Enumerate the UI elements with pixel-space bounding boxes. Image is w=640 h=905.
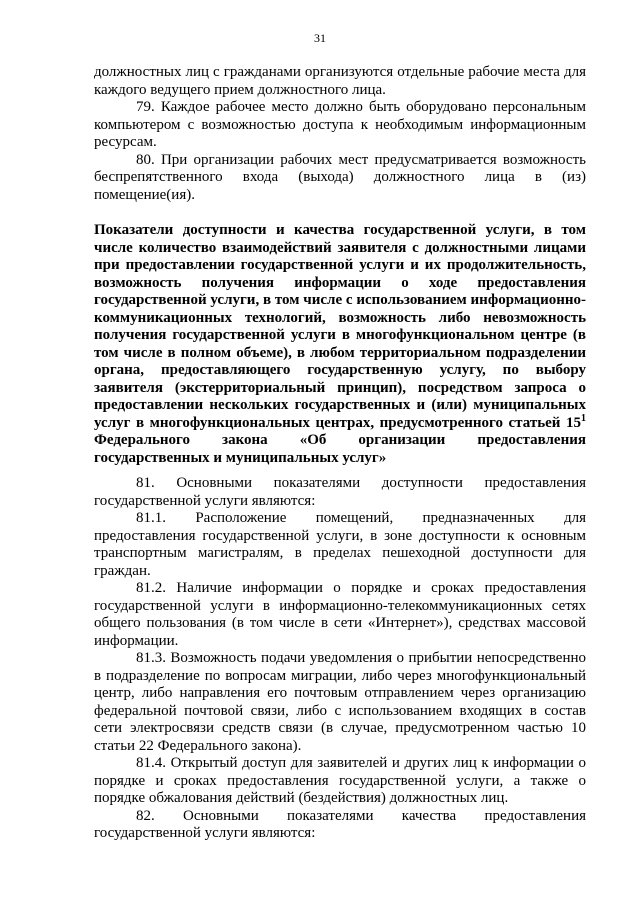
bottom-paragraphs [94,475,586,843]
paragraph-79: 79. Каждое рабочее место должно быть оборудовано персональным компьютером с возможностью доступа к необходимым информационным ресурсам. [94,99,586,150]
paragraph-81-3: 81.3. Возможность подачи уведомления о прибытии непосредственно в подразделение по вопросам миграции, либо через многофункциональный центр, либо направления его почтовым отправлением через организацию федеральной почтовой связи, либо с использованием входящих в состав сети электросвязи средств связи (в случае, предусмотренном частью 10 статьи 22 Федерального закона). [94,650,586,754]
heading-text-part1: Показатели доступности и качества государственной услуги, в том числе количество взаимодействий заявителя с должностными лицами при предоставлении государственной услуги и их продолжительность, возможность получения информации о ходе предоставления государственной услуги, в том числе с использованием информационно-коммуникационных технологий, возможность либо невозможность получения государственной услуги в многофункциональном центре (в том числе в полном объеме), в любом территориальном подразделении органа, предоставляющего государственную услугу, по выбору заявителя (экстерриториальный принцип), посредством запроса о предоставлении нескольких государственных и (или) муниципальных услуг в многофункциональных центрах, предусмотренного статьей 15 [94,222,586,431]
paragraph-continuation: должностных лиц с гражданами организуются отдельные рабочие места для каждого ведущего прием должностного лица. [94,64,586,98]
paragraph-80: 80. При организации рабочих мест предусматривается возможность беспрепятственного входа (выхода) должностного лица в (из) помещение(ия). [94,151,586,203]
heading-text-part2: Федерального закона «Об организации предоставления государственных и муниципальных услуг» [94,432,586,466]
paragraph-81-2: 81.2. Наличие информации о порядке и сроках предоставления государственной услуги в информационно-телекоммуникационных сетях общего пользования (в том числе в сети «Интернет»), средствах массовой информации. [94,580,586,649]
paragraph-81-4: 81.4. Открытый доступ для заявителей и других лиц к информации о порядке и сроках предоставления государственной услуги, а также о порядке обжалования действий (бездействия) должностных лиц. [94,755,586,806]
section-heading-text [94,222,586,467]
top-paragraphs [94,64,586,204]
paragraph-82: 82. Основными показателями качества предоставления государственной услуги являются: [94,807,586,841]
heading-superscript: 1 [581,412,586,424]
page-number: 31 [314,31,326,45]
section-heading [94,222,586,467]
paragraph-81: 81. Основными показателями доступности предоставления государственной услуги являются: [94,475,586,509]
paragraph-81-1: 81.1. Расположение помещений, предназначенных для предоставления государственной услуги, в зоне доступности к основным транспортным магистралям, в пределах пешеходной доступности для граждан. [94,510,586,579]
